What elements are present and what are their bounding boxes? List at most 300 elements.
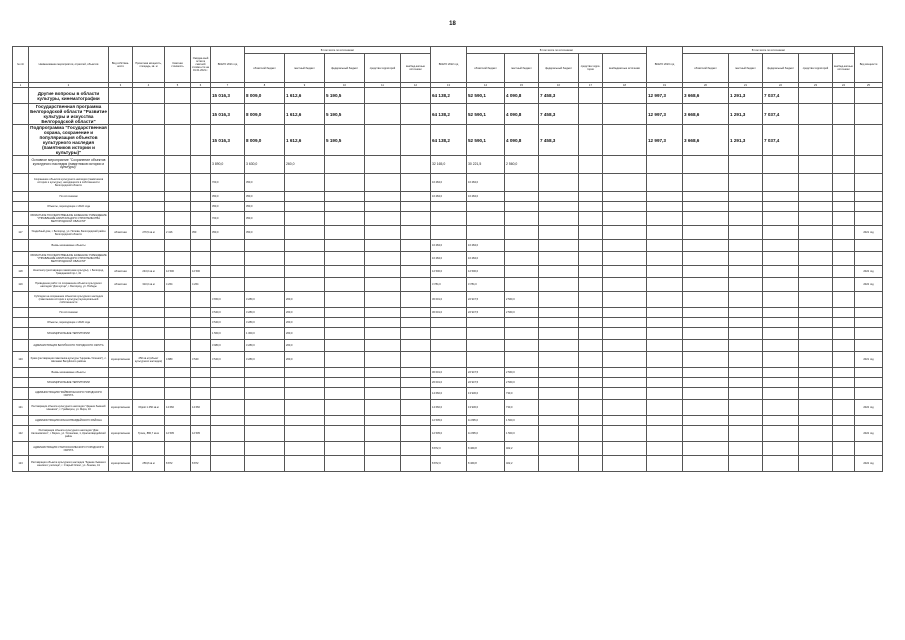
row-cell — [505, 266, 539, 278]
column-number: 3 — [109, 83, 133, 88]
row-cell: 4 264 — [191, 278, 211, 292]
row-cell: 2022 год — [855, 278, 883, 292]
row-cell: 7 037,4 — [763, 104, 799, 125]
row-cell — [579, 266, 603, 278]
row-cell: 36 001,0 — [431, 368, 467, 378]
row-cell — [683, 308, 729, 318]
row-cell — [683, 456, 729, 472]
row-cell — [579, 212, 603, 226]
row-cell — [647, 212, 683, 226]
header-group-2022: В том числе по источникам: — [467, 47, 647, 54]
row-cell — [833, 416, 855, 426]
row-cell — [799, 156, 833, 174]
row-cell — [245, 400, 285, 416]
header-remaining: Ожидае-мый остаток сметной стоимо-сти на 01.01.2021 г. — [191, 47, 211, 83]
row-cell: 3 280,0 — [245, 308, 285, 318]
row-cell — [763, 318, 799, 328]
row-cell: 3 890,0 — [211, 156, 245, 174]
row-cell — [325, 352, 365, 368]
row-cell — [799, 318, 833, 328]
row-cell — [683, 340, 729, 352]
row-cell — [833, 104, 855, 125]
table-row — [13, 278, 883, 292]
row-name: Подпрограмма "Государственная охрана, сохранение и популяризация объектов культурного наследия (памятников истории и культуры)" — [30, 125, 107, 155]
row-cell — [285, 226, 325, 240]
row-cell: 4 264 — [165, 278, 191, 292]
header-ownership: Вид собствен-ности — [109, 47, 133, 83]
row-cell — [603, 308, 647, 318]
row-name: По источникам — [29, 308, 109, 318]
row-cell — [683, 212, 729, 226]
row-cell — [191, 416, 211, 426]
table-row — [13, 292, 883, 308]
row-cell — [539, 174, 579, 192]
row-cell: 8 872 — [165, 456, 191, 472]
row-cell — [133, 340, 165, 352]
row-cell: муниципальная — [109, 426, 133, 442]
column-number: 2 — [29, 83, 109, 88]
row-cell: 1 612,6 — [285, 125, 325, 156]
row-cell: 4 090,8 — [505, 88, 539, 104]
row-number — [13, 388, 29, 400]
column-number: 16 — [539, 83, 579, 88]
row-cell — [325, 340, 365, 352]
row-cell — [365, 328, 401, 340]
row-cell — [245, 442, 285, 456]
row-cell — [401, 125, 431, 156]
row-cell: Троиц. 880,7 кв.м — [133, 426, 165, 442]
row-cell — [191, 340, 211, 352]
row-cell — [833, 156, 855, 174]
row-cell — [285, 202, 325, 212]
row-cell — [165, 240, 191, 252]
row-cell: Objekt 1 450 кв.м — [133, 400, 165, 416]
row-cell — [833, 388, 855, 400]
row-cell — [799, 308, 833, 318]
row-cell — [431, 352, 467, 368]
row-cell — [833, 340, 855, 352]
row-cell: 15 016,3 — [211, 88, 245, 104]
row-cell — [109, 240, 133, 252]
row-cell — [165, 202, 191, 212]
row-cell — [401, 416, 431, 426]
row-name: АДМИНИСТРАЦИЯ ВАЛУЙСКОГО ГОРОДСКОГО ОКРУГА — [29, 340, 109, 352]
row-cell: 14 660 — [165, 400, 191, 416]
row-cell — [855, 378, 883, 388]
row-cell — [191, 378, 211, 388]
row-cell — [579, 278, 603, 292]
row-cell — [833, 328, 855, 340]
row-cell — [401, 278, 431, 292]
row-cell: 250 кв.м (объект культурного наследия) — [133, 352, 165, 368]
header-sub: областной бюджет — [245, 54, 285, 83]
row-cell — [401, 156, 431, 174]
row-cell — [245, 278, 285, 292]
row-cell — [603, 174, 647, 192]
row-cell — [165, 368, 191, 378]
row-cell: 350,0 — [245, 192, 285, 202]
row-cell — [763, 368, 799, 378]
column-number: 10 — [325, 83, 365, 88]
row-cell: 350 — [191, 226, 211, 240]
row-cell — [325, 426, 365, 442]
row-cell — [603, 202, 647, 212]
row-cell — [729, 318, 763, 328]
row-cell — [799, 292, 833, 308]
row-cell: 8 872 — [191, 456, 211, 472]
row-cell — [763, 416, 799, 426]
row-cell: 16 284,0 — [467, 252, 505, 266]
row-cell — [763, 378, 799, 388]
row-cell — [763, 340, 799, 352]
row-cell — [647, 252, 683, 266]
row-cell: 1 612,6 — [285, 104, 325, 125]
column-number: 21 — [729, 83, 763, 88]
row-cell: 350,0 — [245, 174, 285, 192]
row-cell — [729, 278, 763, 292]
row-cell — [603, 226, 647, 240]
row-cell: 3 540,0 — [211, 352, 245, 368]
row-cell — [579, 416, 603, 426]
row-cell — [799, 426, 833, 442]
row-cell — [191, 192, 211, 202]
row-cell — [133, 174, 165, 192]
row-cell: 52 590,1 — [467, 104, 505, 125]
row-cell — [467, 352, 505, 368]
row-cell: 3 784,0 — [431, 278, 467, 292]
row-cell — [365, 442, 401, 456]
row-cell: 256,8 кв.м — [133, 456, 165, 472]
header-capacity: Проектная мощность, площадь, кв. м — [133, 47, 165, 83]
column-number: 22 — [763, 83, 799, 88]
row-name: АДМИНИСТРАЦИЯ ГРАЙВОРОНСКОГО ГОРОДСКОГО ОКРУГА — [29, 388, 109, 400]
row-cell: 8 469,8 — [467, 456, 505, 472]
row-cell: 1 291,3 — [729, 104, 763, 125]
row-cell: 4 090,8 — [505, 125, 539, 156]
row-cell — [763, 266, 799, 278]
row-cell — [191, 292, 211, 308]
row-cell — [579, 226, 603, 240]
row-cell — [191, 252, 211, 266]
row-cell — [603, 328, 647, 340]
row-cell: областная — [109, 278, 133, 292]
table-row — [13, 192, 883, 202]
column-number: 7 — [211, 83, 245, 88]
row-cell — [133, 318, 165, 328]
row-cell — [833, 456, 855, 472]
row-cell — [683, 416, 729, 426]
row-name: Другие вопросы в области культуры, кинематографии — [29, 88, 109, 104]
row-cell — [431, 318, 467, 328]
row-cell — [431, 202, 467, 212]
row-cell — [505, 340, 539, 352]
row-cell — [647, 308, 683, 318]
row-cell — [799, 240, 833, 252]
header-sub: внебюджетные источники — [603, 54, 647, 83]
row-cell: 3 668,6 — [683, 125, 729, 156]
row-cell — [683, 240, 729, 252]
row-cell — [109, 174, 133, 192]
row-name: Реставрация объекта культурного наследия "Здание бывшей гимназии", г. Грайворон, ул. Мира, 16 — [29, 400, 109, 416]
row-cell — [603, 426, 647, 442]
row-cell — [833, 426, 855, 442]
row-number — [13, 340, 29, 352]
row-number — [13, 416, 29, 426]
row-name: Субсидии на сохранение объектов культурного наследия (памятников истории и культуры) муниципальной собственности — [29, 292, 109, 308]
row-cell: 12 997,3 — [647, 88, 683, 104]
row-cell — [729, 156, 763, 174]
row-cell — [365, 240, 401, 252]
row-cell: 16 284,0 — [467, 174, 505, 192]
row-cell — [579, 400, 603, 416]
row-cell — [133, 416, 165, 426]
row-cell — [401, 226, 431, 240]
row-cell — [683, 442, 729, 456]
row-cell — [285, 400, 325, 416]
row-cell — [109, 416, 133, 426]
row-cell: 36 001,0 — [431, 308, 467, 318]
row-number — [13, 328, 29, 340]
row-cell — [579, 88, 603, 104]
row-cell — [603, 340, 647, 352]
column-number: 11 — [365, 83, 401, 88]
row-cell: 1 560,0 — [211, 328, 245, 340]
row-cell: 350,0 — [245, 226, 285, 240]
row-cell — [401, 340, 431, 352]
row-cell: 12 500,0 — [467, 266, 505, 278]
row-cell — [245, 240, 285, 252]
row-cell — [603, 104, 647, 125]
row-cell — [165, 156, 191, 174]
row-cell — [833, 378, 855, 388]
row-number: 121 — [13, 400, 29, 416]
row-cell — [109, 88, 133, 104]
row-cell — [285, 212, 325, 226]
row-cell — [133, 378, 165, 388]
row-cell — [401, 442, 431, 456]
row-cell: 3 630,0 — [245, 156, 285, 174]
row-cell — [365, 292, 401, 308]
row-cell — [683, 192, 729, 202]
row-cell — [855, 156, 883, 174]
row-cell — [165, 192, 191, 202]
row-cell — [191, 88, 211, 104]
row-cell — [165, 378, 191, 388]
header-group-2021: В том числе по источникам: — [245, 47, 431, 54]
row-cell: 3 668,6 — [683, 104, 729, 125]
row-cell — [855, 125, 883, 156]
row-cell — [191, 202, 211, 212]
row-cell: 52 590,1 — [467, 125, 505, 156]
row-cell — [647, 340, 683, 352]
row-cell — [729, 212, 763, 226]
row-cell — [539, 340, 579, 352]
page-number: 18 — [449, 21, 456, 27]
row-cell — [833, 125, 855, 156]
row-cell — [325, 318, 365, 328]
row-name: Проведение работ по сохранению объекта культурного наследия "Дом купца", г. Белгород, ул. Победы — [29, 278, 109, 292]
row-cell: 32 165,0 — [431, 156, 467, 174]
row-cell — [603, 156, 647, 174]
row-cell: 12 500 — [165, 266, 191, 278]
row-cell — [799, 368, 833, 378]
row-cell — [325, 174, 365, 192]
row-cell — [467, 202, 505, 212]
row-cell — [245, 456, 285, 472]
row-cell — [109, 292, 133, 308]
header-sub: федеральный бюджет — [325, 54, 365, 83]
row-cell — [401, 292, 431, 308]
row-cell — [325, 156, 365, 174]
row-cell — [325, 226, 365, 240]
header-sub: внебюд-жетные источники — [833, 54, 855, 83]
row-cell: 276,5 кв.м — [133, 226, 165, 240]
table-row — [13, 156, 883, 174]
row-cell — [165, 212, 191, 226]
row-number — [13, 174, 29, 192]
row-cell — [833, 292, 855, 308]
row-cell: 402,2 — [505, 442, 539, 456]
row-cell — [833, 352, 855, 368]
row-cell: 8 469,8 — [467, 442, 505, 456]
row-cell — [763, 456, 799, 472]
row-number — [13, 125, 29, 156]
row-cell — [799, 456, 833, 472]
row-cell — [505, 252, 539, 266]
row-number — [13, 442, 29, 456]
row-cell — [833, 174, 855, 192]
row-cell — [855, 240, 883, 252]
table-row — [13, 212, 883, 226]
row-cell: 260,0 — [285, 292, 325, 308]
column-number: 5 — [165, 83, 191, 88]
row-cell — [539, 278, 579, 292]
row-cell — [133, 328, 165, 340]
row-cell — [505, 352, 539, 368]
row-cell — [365, 174, 401, 192]
row-cell — [165, 292, 191, 308]
row-name: Вновь начинаемые объекты — [29, 368, 109, 378]
row-cell — [603, 416, 647, 426]
row-cell — [833, 368, 855, 378]
row-cell — [683, 388, 729, 400]
row-cell — [109, 378, 133, 388]
row-cell — [365, 340, 401, 352]
row-cell — [325, 442, 365, 456]
row-cell — [539, 266, 579, 278]
row-cell: 260,0 — [285, 328, 325, 340]
row-cell — [109, 252, 133, 266]
row-cell: 12 505 — [165, 426, 191, 442]
row-cell: 64 138,2 — [431, 104, 467, 125]
row-cell: 2021 год — [855, 226, 883, 240]
row-number — [13, 212, 29, 226]
row-cell: 3 280,0 — [245, 352, 285, 368]
row-number — [13, 202, 29, 212]
row-cell — [539, 212, 579, 226]
row-cell — [467, 212, 505, 226]
row-cell — [763, 278, 799, 292]
row-cell — [647, 442, 683, 456]
row-cell: 3 280,0 — [245, 292, 285, 308]
row-cell — [729, 388, 763, 400]
row-cell — [579, 378, 603, 388]
row-cell — [505, 328, 539, 340]
row-cell: 2 560,0 — [505, 368, 539, 378]
row-name: Реставрация объекта культурного наследия "Здание бывшего женского училища", г. Старый Оскол, ул. Ленина, 41 — [29, 456, 109, 472]
row-cell — [579, 442, 603, 456]
row-name: По источникам — [29, 192, 109, 202]
row-cell — [505, 240, 539, 252]
row-cell — [683, 318, 729, 328]
column-number: 25 — [855, 83, 883, 88]
row-cell — [109, 125, 133, 156]
row-cell — [647, 352, 683, 368]
row-cell — [683, 226, 729, 240]
row-cell — [683, 252, 729, 266]
row-cell — [763, 292, 799, 308]
row-cell — [539, 252, 579, 266]
row-cell — [365, 426, 401, 442]
row-cell: 12 505,0 — [431, 426, 467, 442]
row-cell — [211, 456, 245, 472]
row-cell: 2022 год — [855, 266, 883, 278]
row-cell — [603, 125, 647, 156]
row-cell — [579, 340, 603, 352]
header-sub: областной бюджет — [683, 54, 729, 83]
row-cell — [579, 156, 603, 174]
row-cell: 8 009,0 — [245, 125, 285, 156]
row-name: Вновь начинаемые объекты — [29, 240, 109, 252]
row-cell: 700,0 — [211, 174, 245, 192]
row-cell — [539, 156, 579, 174]
header-sub: средства территорий — [365, 54, 401, 83]
row-cell — [647, 156, 683, 174]
row-cell — [109, 328, 133, 340]
row-cell — [729, 252, 763, 266]
row-number — [13, 252, 29, 266]
row-cell — [165, 104, 191, 125]
table-row — [13, 266, 883, 278]
row-cell — [365, 226, 401, 240]
row-cell — [165, 174, 191, 192]
row-cell: 64 138,2 — [431, 88, 467, 104]
row-cell — [505, 174, 539, 192]
row-cell — [799, 442, 833, 456]
row-cell — [603, 266, 647, 278]
row-cell — [833, 240, 855, 252]
row-cell — [191, 442, 211, 456]
row-cell — [401, 426, 431, 442]
row-cell — [799, 88, 833, 104]
row-cell — [539, 416, 579, 426]
row-cell — [833, 308, 855, 318]
row-cell — [579, 368, 603, 378]
row-cell: 16 284,0 — [467, 192, 505, 202]
row-cell: 5 190,5 — [325, 88, 365, 104]
row-cell — [365, 400, 401, 416]
row-cell — [855, 318, 883, 328]
row-cell — [245, 266, 285, 278]
row-cell — [683, 426, 729, 442]
row-cell — [285, 378, 325, 388]
header-sub: федеральный бюджет — [763, 54, 799, 83]
row-cell — [603, 192, 647, 202]
row-cell — [365, 378, 401, 388]
row-cell — [211, 278, 245, 292]
row-cell — [763, 212, 799, 226]
row-cell — [245, 416, 285, 426]
